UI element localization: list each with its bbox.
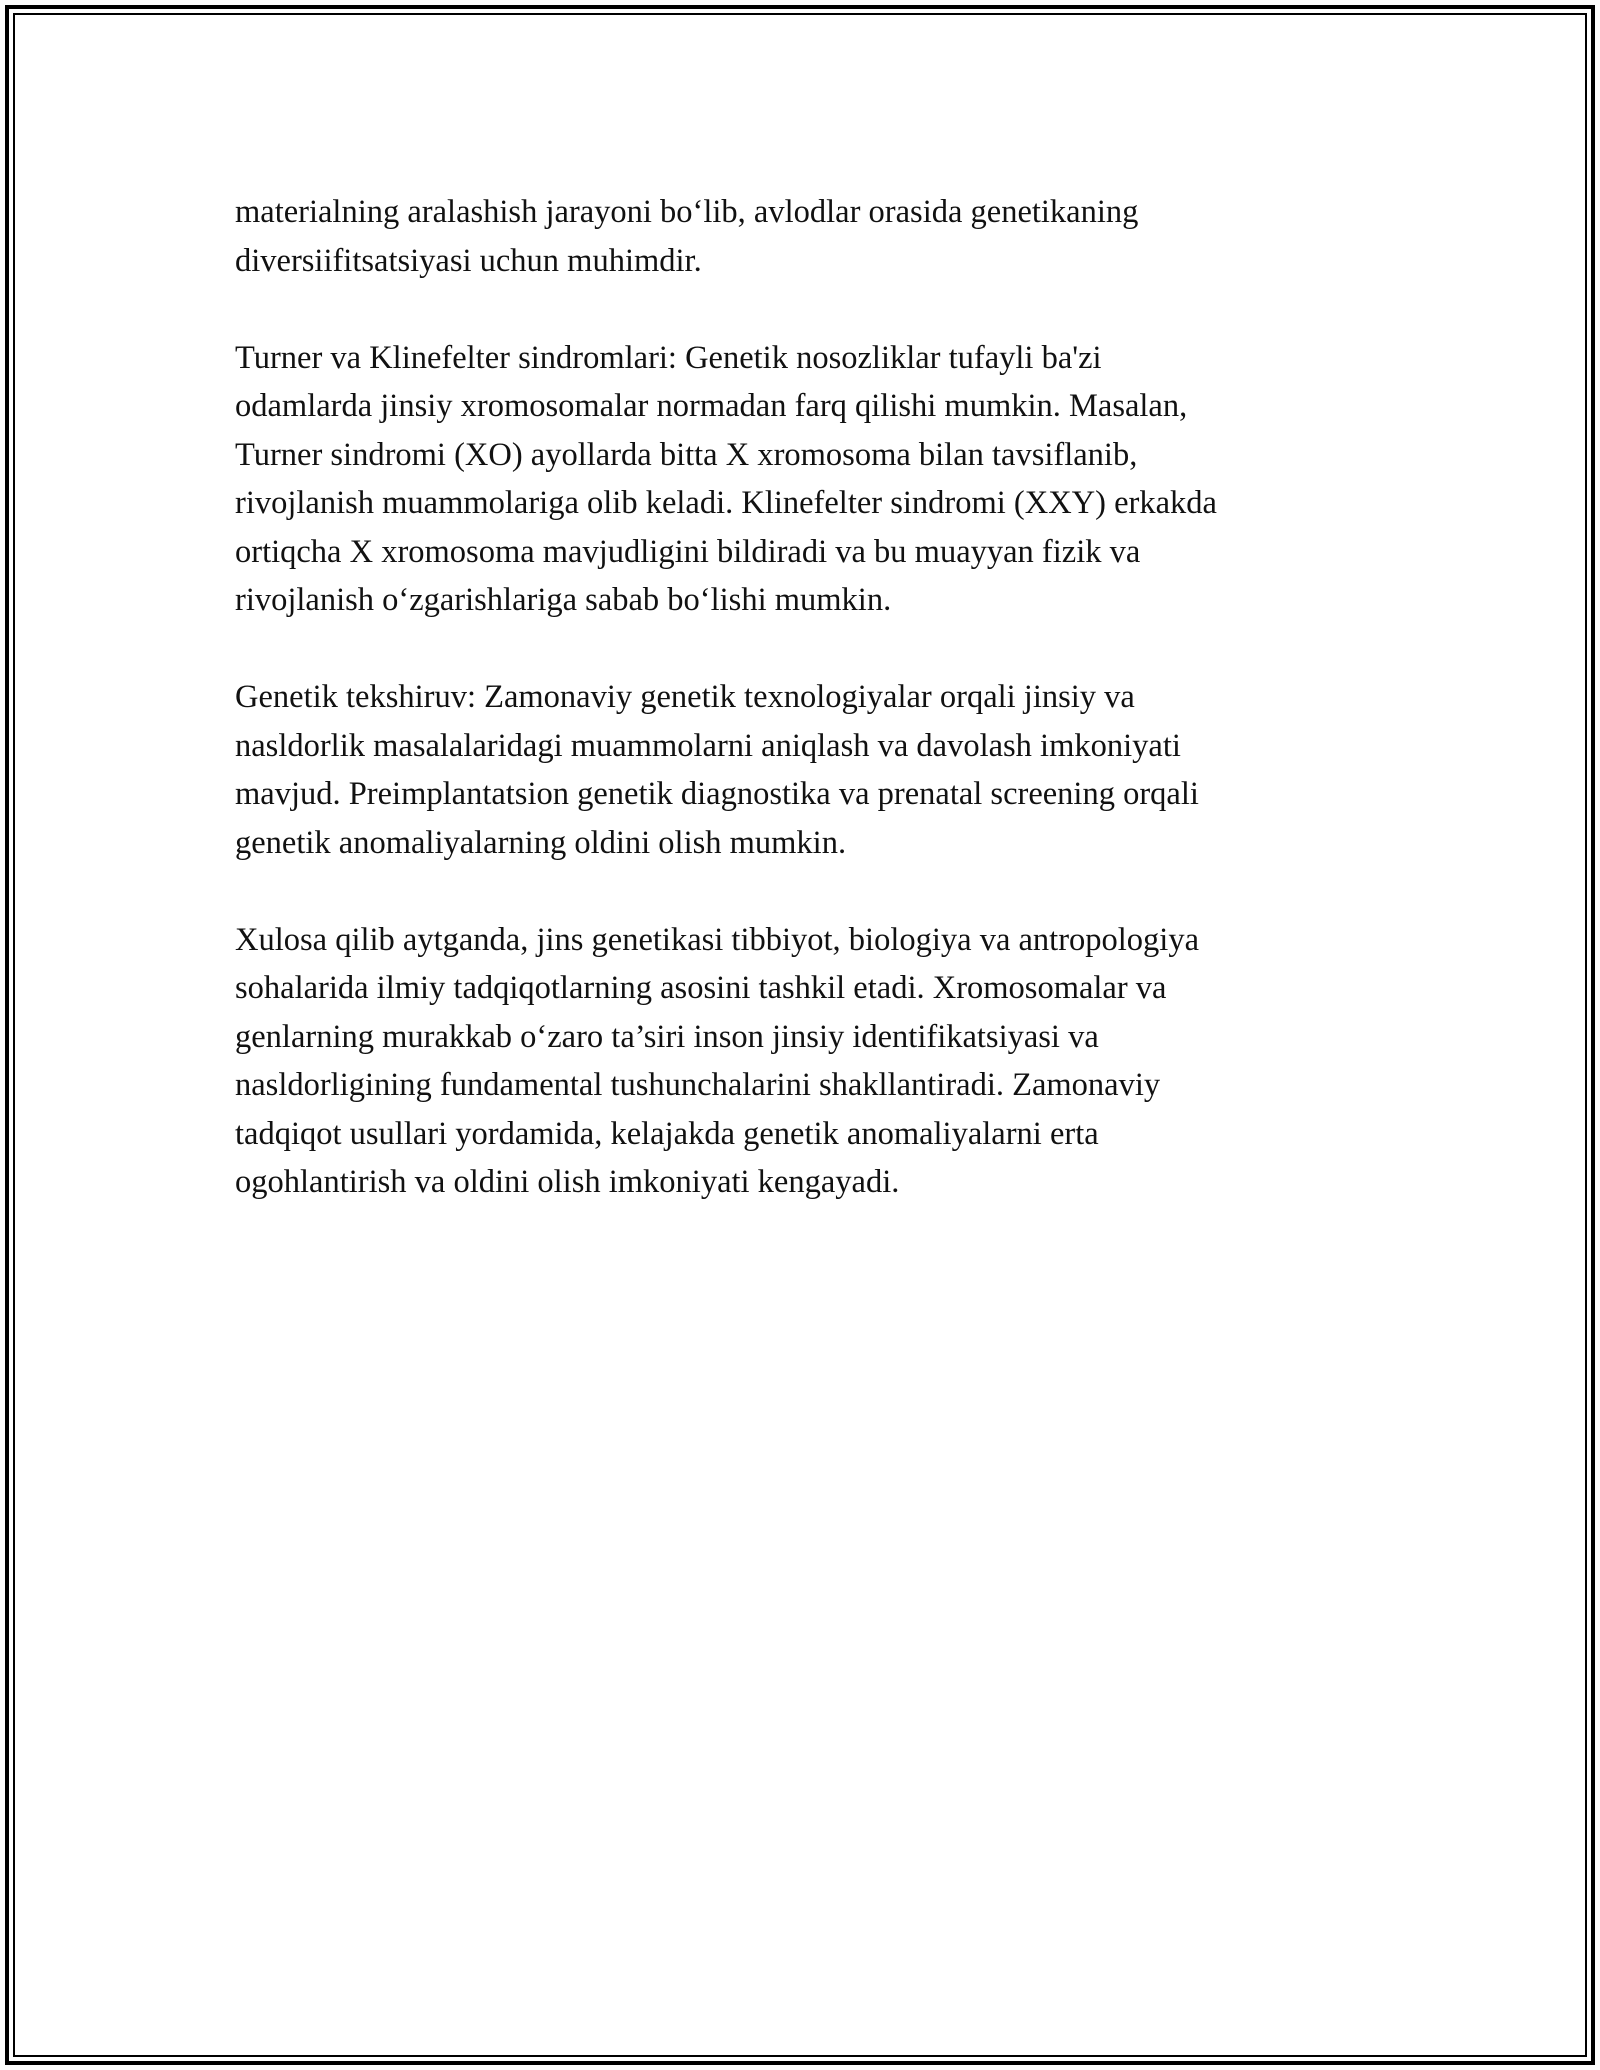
paragraph-continuation: materialning aralashish jarayoni bo‘lib, avlodlar orasida genetikaning diversiifitsatsiyasi uchun muhimdir. (235, 194, 1139, 279)
paragraph-conclusion: Xulosa qilib aytganda, jins genetikasi tibbiyot, biologiya va antropologiya sohalarida ilmiy tadqiqotlarning asosini tashkil etadi. Xromosomalar va genlarning murakkab o‘zaro ta’siri inson jinsiy identifikatsiyasi va nasldorligining fundamental tushunchalarini shakllantiradi. Zamonaviy tadqiqot usullari yordamida, kelajakda genetik anomaliyalarni erta ogohlantirish va oldini olish imkoniyati kengayadi. (235, 921, 1200, 1200)
paragraph-genetic-screening: Genetik tekshiruv: Zamonaviy genetik texnologiyalar orqali jinsiy va nasldorlik masalalaridagi muammolarni aniqlash va davolash imkoniyati mavjud. Preimplantatsion genetik diagnostika va prenatal screening orqali genetik anomaliyalarning oldini olish mumkin. (235, 679, 1199, 861)
paragraph-turner-klinefelter: Turner va Klinefelter sindromlari: Genetik nosozliklar tufayli ba'zi odamlarda jinsiy xromosomalar normadan farq qilishi mumkin. Masalan, Turner sindromi (XO) ayollarda bitta X xromosoma bilan tavsiflanib, rivojlanish muammolariga olib keladi. Klinefelter sindromi (XXY) erkakda ortiqcha X xromosoma mavjudligini bildiradi va bu muayyan fizik va rivojlanish o‘zgarishlariga sabab bo‘lishi mumkin. (235, 339, 1217, 618)
document-body (235, 188, 1365, 1255)
